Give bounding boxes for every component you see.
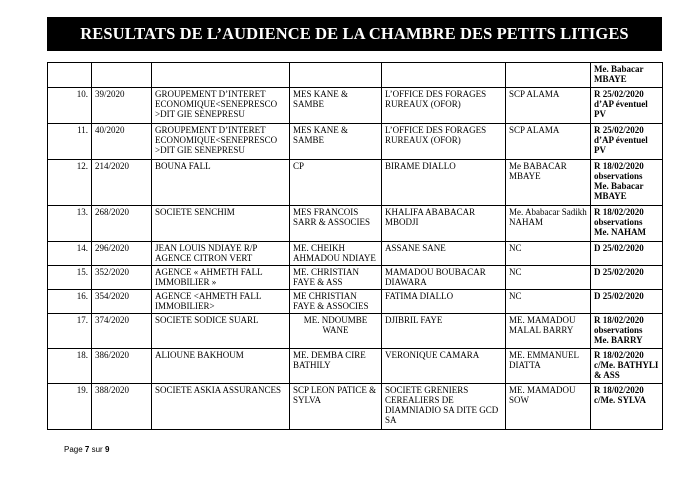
defendant-counsel: ME. EMMANUEL DIATTA [506, 349, 591, 384]
plaintiff: AGENCE <AHMETH FALL IMMOBILIER> [152, 290, 290, 314]
decision: R 18/02/2020 observations Me. Babacar MBAYE [591, 160, 663, 206]
plaintiff-counsel [290, 63, 382, 88]
row-number: 17. [48, 314, 92, 349]
page-number: 7 [84, 445, 90, 454]
table-row [48, 206, 663, 242]
decision: R 18/02/2020 c/Me. SYLVA [591, 384, 663, 430]
row-number: 19. [48, 384, 92, 430]
plaintiff-counsel: ME. CHEIKH AHMADOU NDIAYE [290, 242, 382, 266]
plaintiff-counsel: ME CHRISTIAN FAYE & ASSOCIES [290, 290, 382, 314]
defendant: KHALIFA ABABACAR MBODJI [382, 206, 506, 242]
plaintiff-counsel: MES KANE & SAMBE [290, 124, 382, 160]
decision: D 25/02/2020 [591, 242, 663, 266]
defendant [382, 63, 506, 88]
plaintiff: GROUPEMENT D’INTERET ECONOMIQUE<SENEPRESCO >DIT GIE SENEPRESU [152, 88, 290, 124]
decision: Me. Babacar MBAYE [591, 63, 663, 88]
defendant-counsel: Me. Ababacar Sadikh NAHAM [506, 206, 591, 242]
table-row [48, 160, 663, 206]
row-number: 10. [48, 88, 92, 124]
plaintiff: JEAN LOUIS NDIAYE R/P AGENCE CITRON VERT [152, 242, 290, 266]
defendant: MAMADOU BOUBACAR DIAWARA [382, 266, 506, 290]
row-number: 14. [48, 242, 92, 266]
defendant-counsel: NC [506, 242, 591, 266]
defendant-counsel: SCP ALAMA [506, 124, 591, 160]
defendant-counsel: ME. MAMADOU MALAL BARRY [506, 314, 591, 349]
defendant: FATIMA DIALLO [382, 290, 506, 314]
page-title-banner [47, 17, 662, 51]
defendant-counsel: SCP ALAMA [506, 88, 591, 124]
defendant-counsel: NC [506, 290, 591, 314]
plaintiff-counsel: ME. DEMBA CIRE BATHILY [290, 349, 382, 384]
table-row [48, 88, 663, 124]
page-label: Page [64, 445, 83, 454]
decision: R 18/02/2020 observations Me. BARRY [591, 314, 663, 349]
row-number [48, 63, 92, 88]
defendant-counsel: NC [506, 266, 591, 290]
defendant: VERONIQUE CAMARA [382, 349, 506, 384]
defendant: SOCIETE GRENIERS CEREALIERS DE DIAMNIADIO SA DITE GCD SA [382, 384, 506, 430]
plaintiff-counsel: MES FRANCOIS SARR & ASSOCIES [290, 206, 382, 242]
plaintiff-counsel: SCP LEON PATICE & SYLVA [290, 384, 382, 430]
plaintiff: AGENCE « AHMETH FALL IMMOBILIER » [152, 266, 290, 290]
defendant: L’OFFICE DES FORAGES RUREAUX (OFOR) [382, 88, 506, 124]
table-row [48, 349, 663, 384]
case-number: 386/2020 [92, 349, 152, 384]
page-title: RESULTATS DE L’AUDIENCE DE LA CHAMBRE DES PETITS LITIGES [80, 24, 629, 43]
plaintiff-counsel: ME. CHRISTIAN FAYE & ASS [290, 266, 382, 290]
case-number: 354/2020 [92, 290, 152, 314]
row-number: 12. [48, 160, 92, 206]
case-number: 388/2020 [92, 384, 152, 430]
table-row [48, 242, 663, 266]
plaintiff: ALIOUNE BAKHOUM [152, 349, 290, 384]
plaintiff [152, 63, 290, 88]
defendant: ASSANE SANE [382, 242, 506, 266]
page-separator: sur [91, 445, 103, 454]
case-number: 374/2020 [92, 314, 152, 349]
case-number: 352/2020 [92, 266, 152, 290]
table-row [48, 63, 663, 88]
case-number [92, 63, 152, 88]
results-table [47, 62, 663, 430]
decision: D 25/02/2020 [591, 266, 663, 290]
defendant-counsel: Me BABACAR MBAYE [506, 160, 591, 206]
table-row [48, 266, 663, 290]
plaintiff-counsel: MES KANE & SAMBE [290, 88, 382, 124]
row-number: 11. [48, 124, 92, 160]
decision: R 18/02/2020 c/Me. BATHYLI & ASS [591, 349, 663, 384]
defendant: L’OFFICE DES FORAGES RUREAUX (OFOR) [382, 124, 506, 160]
defendant: DJIBRIL FAYE [382, 314, 506, 349]
decision: R 25/02/2020 d’AP éventuel PV [591, 124, 663, 160]
plaintiff-counsel: CP [290, 160, 382, 206]
row-number: 18. [48, 349, 92, 384]
plaintiff: BOUNA FALL [152, 160, 290, 206]
page-total: 9 [104, 445, 110, 454]
case-number: 296/2020 [92, 242, 152, 266]
decision: R 25/02/2020 d’AP éventuel PV [591, 88, 663, 124]
plaintiff: SOCIETE SENCHIM [152, 206, 290, 242]
row-number: 13. [48, 206, 92, 242]
plaintiff: SOCIETE ASKIA ASSURANCES [152, 384, 290, 430]
plaintiff: SOCIETE SODICE SUARL [152, 314, 290, 349]
plaintiff-counsel: ME. NDOUMBE WANE [290, 314, 382, 349]
case-number: 214/2020 [92, 160, 152, 206]
table-row [48, 384, 663, 430]
table-row [48, 290, 663, 314]
decision: R 18/02/2020 observations Me. NAHAM [591, 206, 663, 242]
case-number: 268/2020 [92, 206, 152, 242]
plaintiff: GROUPEMENT D’INTERET ECONOMIQUE<SENEPRESCO >DIT GIE SENEPRESU [152, 124, 290, 160]
defendant-counsel: ME. MAMADOU SOW [506, 384, 591, 430]
page-footer [64, 445, 109, 454]
table-row [48, 314, 663, 349]
case-number: 39/2020 [92, 88, 152, 124]
defendant: BIRAME DIALLO [382, 160, 506, 206]
row-number: 16. [48, 290, 92, 314]
row-number: 15. [48, 266, 92, 290]
table-row [48, 124, 663, 160]
decision: D 25/02/2020 [591, 290, 663, 314]
defendant-counsel [506, 63, 591, 88]
case-number: 40/2020 [92, 124, 152, 160]
